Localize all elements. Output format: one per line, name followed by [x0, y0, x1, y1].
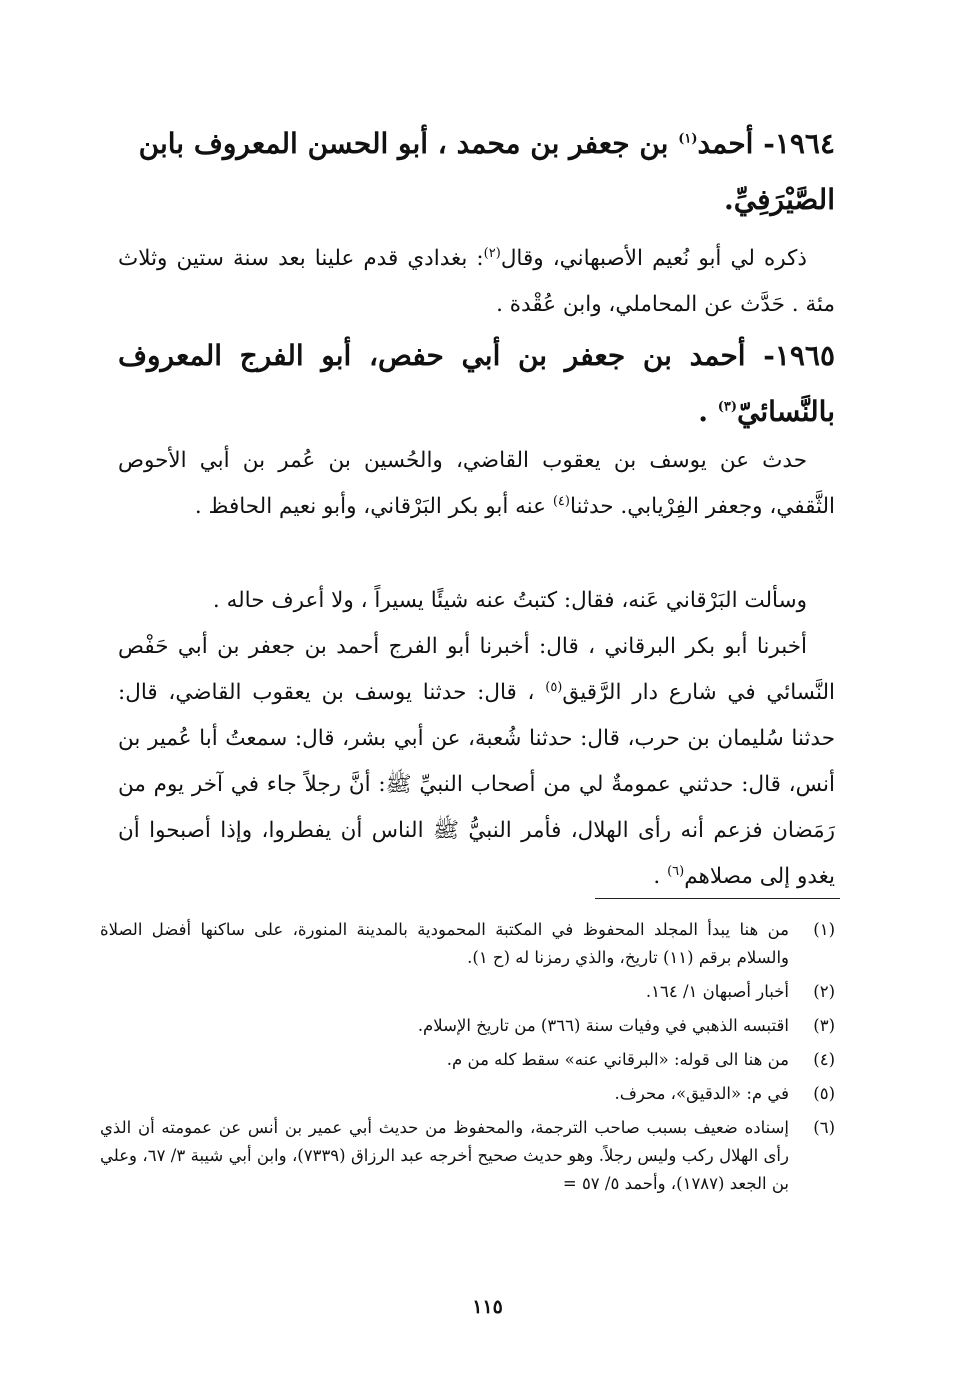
paragraph-text: ذكره لي أبو نُعيم الأصبهاني، وقال: [500, 246, 807, 271]
footnote: [100, 916, 835, 972]
page-number: ١١٥: [472, 1296, 503, 1318]
footnote-number: (٦): [813, 1118, 835, 1137]
footnote-text: من هنا الى قوله: «البرقاني عنه» سقط كله من م.: [446, 1050, 789, 1069]
footnote-ref[interactable]: (٢): [483, 245, 501, 261]
paragraph-text: وسألت البَرْقاني عَنه، فقال: كتبتُ عنه شيئًا يسيراً ، ولا أعرف حاله .: [212, 588, 807, 613]
paragraph-text: حدث عن يوسف بن يعقوب القاضي، والحُسين بن عُمر بن أبي الأحوص الثَّقفي، وجعفر الفِرْيابي. حدثنا: [118, 448, 835, 519]
entry-heading-1965: [118, 328, 835, 440]
footnote-text: في م: «الدقيق»، محرف.: [614, 1084, 789, 1103]
footnote: [100, 1080, 835, 1108]
footnote-number: (١): [813, 920, 835, 939]
footnote-ref[interactable]: (٤): [552, 493, 570, 509]
paragraph-4: [118, 624, 835, 900]
footnote-text: اقتبسه الذهبي في وفيات سنة (٣٦٦) من تاريخ الإسلام.: [417, 1016, 789, 1035]
entry-number: ١٩٦٤: [774, 127, 835, 160]
footnote: [100, 978, 835, 1006]
footnote-number: (٥): [813, 1084, 835, 1103]
paragraph-1: [118, 236, 835, 328]
entry-title: أحمد بن جعفر بن أبي حفص، أبو الفرج المعروف بالنَّسائيّ: [118, 339, 835, 428]
entry-dash: -: [745, 339, 775, 372]
footnote-ref[interactable]: (١): [678, 131, 698, 147]
paragraph-2: [118, 438, 835, 530]
entry-title-cont: .: [698, 395, 718, 428]
footnotes: [100, 916, 835, 1204]
footnote-number: (٢): [813, 982, 835, 1001]
footnote-text: أخبار أصبهان ١/ ١٦٤.: [645, 982, 789, 1001]
entry-title: أحمد: [697, 127, 754, 160]
footnote-divider: [595, 898, 840, 899]
entry-title-cont: بن جعفر بن محمد ، أبو الحسن المعروف بابن الصَّيْرَفِيِّ.: [138, 127, 835, 216]
entry-dash: -: [753, 127, 775, 160]
footnote-text: إسناده ضعيف بسبب صاحب الترجمة، والمحفوظ من حديث أبي عمير بن أنس عن عمومته أن الذي رأى الهلال ركب وليس رجلاً. وهو حديث صحيح أخرجه عبد الرزاق (٧٣٣٩)، وابن أبي شيبة ٣/ ٦٧، وعلي بن الجعد (١٧٨٧)، وأحمد ٥/ ٥٧ =: [100, 1118, 789, 1193]
entry-number: ١٩٦٥: [774, 339, 835, 372]
paragraph-3: [118, 578, 835, 624]
footnote: [100, 1012, 835, 1040]
footnote-number: (٤): [813, 1050, 835, 1069]
paragraph-text: عنه أبو بكر البَرْقاني، وأبو نعيم الحافظ .: [194, 494, 553, 519]
entry-heading-1964: [118, 116, 835, 228]
footnote-ref[interactable]: (٦): [667, 863, 685, 879]
footnote-text: من هنا يبدأ المجلد المحفوظ في المكتبة المحمودية بالمدينة المنورة، على ساكنها أفضل الصلاة والسلام برقم (١١) تاريخ، والذي رمزنا له (ح ١).: [100, 920, 789, 967]
footnote-number: (٣): [813, 1016, 835, 1035]
footnote: [100, 1046, 835, 1074]
footnote: [100, 1114, 835, 1198]
paragraph-text: : بغدادي قدم علينا بعد سنة ستين وثلاث مئة . حَدَّث عن المحاملي، وابن عُقْدة .: [118, 246, 835, 317]
paragraph-text: ، قال: حدثنا يوسف بن يعقوب القاضي، قال: حدثنا سُليمان بن حرب، قال: حدثنا شُعبة، عن أبي بشر، قال: سمعتُ أبا عُمير بن أنس، قال: حدثني عمومةٌ لي من أصحاب النبيِّ ﷺ: أنَّ رجلاً جاء في آخر يوم من رَمَضان فزعم أنه رأى الهلال، فأمر النبيُّ ﷺ الناس أن يفطروا، وإذا أصبحوا أن يغدو إلى مصلاهم: [118, 680, 835, 889]
footnote-ref[interactable]: (٣): [717, 399, 738, 415]
paragraph-text: .: [653, 864, 668, 889]
paragraph-text: أخبرنا أبو بكر البرقاني ، قال: أخبرنا أبو الفرج أحمد بن جعفر بن أبي حَفْص النَّسائي في شارع دار الرَّقيق: [118, 634, 835, 705]
footnote-ref[interactable]: (٥): [545, 679, 563, 695]
